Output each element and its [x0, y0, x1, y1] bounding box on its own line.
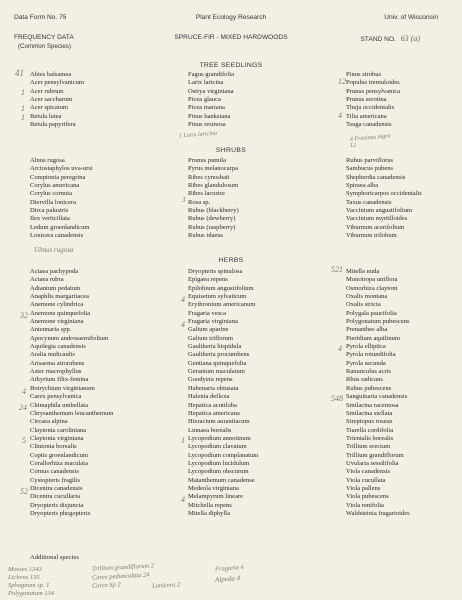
species-name: Polygala paucifolia — [346, 309, 397, 317]
species-name: Acer spicatum — [30, 104, 68, 112]
species-name: Sanguinaria canadensis — [346, 393, 408, 401]
species-name: Circaea alpina — [30, 418, 68, 426]
species-name: Spiraea alba — [346, 182, 379, 190]
species-name: Taxus canadensis — [346, 198, 392, 206]
shrubs-col-1 — [30, 157, 93, 240]
species-name: Adiantum pedatum — [30, 284, 81, 292]
species-name: Rubus (dewberry) — [188, 215, 236, 223]
species-name: Lonicera canadensis — [30, 232, 84, 240]
handwritten-count: 1 — [21, 104, 25, 113]
section-herbs: HERBS — [218, 257, 244, 264]
species-name: Carex pensylvanica — [30, 393, 82, 401]
handwritten-additional: Alpeda 4 — [214, 574, 241, 584]
handwritten-additional: Carex pedunculata 24 — [91, 571, 150, 582]
species-name: Gaultheria hispidula — [188, 343, 242, 351]
species-name: Chimaphila umbellata — [30, 401, 88, 409]
shrubs-col-3 — [346, 157, 422, 240]
species-name: Anemone cylindrica — [30, 301, 84, 309]
species-name: Dicentra canadensis — [30, 484, 83, 492]
species-name: Dryopteris spinulosa — [188, 268, 243, 275]
species-name: Ribes cynosbati — [188, 173, 230, 181]
species-name: Acer pensylvanicum — [30, 79, 84, 87]
species-name: Pyrus melanocarpa — [188, 165, 238, 173]
species-name: Shepherdia canadensis — [346, 173, 406, 181]
species-name: Oxalis stricta — [346, 301, 381, 309]
handwritten-count: 4 — [181, 295, 185, 304]
species-name: Dryopteris phegopteris — [30, 509, 91, 517]
species-name: Erythronium americanum — [188, 301, 256, 309]
species-name: Trillium grandiflorum — [346, 451, 404, 459]
handwritten-additional: Polygonatum 134 — [8, 590, 55, 597]
handwritten-count: 521 — [331, 265, 343, 274]
species-name: Prunus pensylvanica — [346, 87, 401, 95]
handwritten-count: 4 — [181, 320, 185, 329]
species-name: Smilacina racemosa — [346, 401, 399, 409]
species-name: Osmorhiza claytoni — [346, 284, 398, 292]
handwritten-additional: Trillium grandiflorum 2 — [91, 562, 155, 573]
species-name: Clintonia borealis — [30, 443, 77, 451]
species-name: Populus tremuloides — [346, 79, 400, 87]
handwritten-count: 41 — [15, 68, 24, 78]
species-name: Hieracium aurantiacum — [188, 418, 250, 426]
herbs-col-3 — [346, 268, 410, 518]
species-name: Antennaria spp. — [30, 326, 72, 334]
species-name: Epigaea repens — [188, 276, 228, 284]
species-name: Cornus canadensis — [30, 468, 79, 476]
species-name: Dicentra cucullaria — [30, 493, 80, 501]
species-name: Betula lutea — [30, 112, 62, 120]
species-name: Trientalis borealis — [346, 434, 394, 442]
species-name: Picea glauca — [188, 96, 221, 104]
species-name: Dryopteris disjuncta — [30, 501, 84, 509]
species-name: Goodyera repens — [188, 376, 233, 384]
handwritten-additional: Sphagnum sp. 1 — [8, 582, 50, 589]
species-name: Corylus cornuta — [30, 190, 73, 198]
handwritten-count: 12 — [338, 77, 346, 86]
additional-species-label: Additional species — [30, 554, 79, 561]
handwritten-count: 548 — [331, 394, 343, 403]
species-name: Actaea pachypoda — [30, 268, 79, 275]
stand-label: STAND NO. — [360, 36, 396, 43]
species-name: Sambucus pubens — [346, 165, 394, 173]
species-name: Anemone virginiana — [30, 318, 84, 326]
handwritten-count: 1 — [21, 88, 25, 97]
species-name: Galium aparine — [188, 326, 229, 334]
species-name: Claytonia caroliniana — [30, 426, 87, 434]
species-name: Picea mariana — [188, 104, 225, 112]
species-name: Pinus strobus — [346, 71, 382, 78]
species-name: Pinus banksiana — [188, 112, 231, 120]
species-name: Pyrola secunda — [346, 359, 386, 367]
species-name: Coptis groenlandicum — [30, 451, 89, 459]
species-name: Ranunculus acris — [346, 368, 391, 376]
species-name: Rosa sp. — [188, 198, 211, 206]
species-name: Oxalis montana — [346, 293, 388, 301]
handwritten-count: 32 — [20, 311, 28, 320]
species-name: Ostrya virginiana — [188, 87, 234, 95]
species-name: Trillium erectum — [346, 443, 391, 451]
species-name: Cystopteris fragilis — [30, 476, 81, 484]
species-name: Arisaema atrorubens — [30, 359, 85, 367]
species-name: Hepatica americana — [188, 409, 240, 417]
species-name: Mitella nuda — [346, 268, 380, 275]
species-name: Maianthemum canadense — [188, 476, 255, 484]
species-name: Comptonia peregrina — [30, 173, 86, 181]
species-name: Rubus pubescens — [346, 384, 392, 392]
species-name: Claytonia virginiana — [30, 434, 84, 442]
species-name: Rubus (raspberry) — [188, 223, 236, 231]
species-name: Tilia americana — [346, 112, 387, 120]
handwritten-additional: Lichens 135 — [8, 574, 40, 581]
handwritten-count: 12 — [350, 143, 356, 149]
species-name: Abies balsamea — [30, 71, 72, 78]
species-name: Prunus pumila — [188, 157, 227, 164]
handwritten-count: 4 — [338, 111, 342, 120]
species-name: Pinus resinosa — [188, 121, 226, 129]
species-name: Viola cucullata — [346, 476, 386, 484]
species-name: Mitchella repens — [188, 501, 232, 509]
species-name: Diervilla lonicera — [30, 198, 76, 206]
species-name: Lycopodium obscurum — [188, 468, 249, 476]
species-name: Alnus rugosa — [30, 157, 65, 164]
herbs-col-1 — [30, 268, 113, 518]
species-name: Tiarella cordifolia — [346, 426, 394, 434]
species-name: Thuja occidentalis — [346, 104, 395, 112]
species-name: Rubus idaeus — [188, 232, 224, 240]
trees-col-2 — [188, 71, 234, 129]
stand-number — [360, 34, 420, 43]
handwritten-note: 4 Fraxinus nigra — [349, 133, 391, 143]
handwritten-count: 1 — [21, 113, 25, 122]
species-name: Smilacina stellata — [346, 409, 393, 417]
species-name: Lycopodium annotinum — [188, 434, 251, 442]
university-name: Univ. of Wisconsin — [384, 14, 438, 21]
species-name: Anaphlis margaritacea — [30, 293, 89, 301]
handwritten-count: 1 — [181, 436, 185, 445]
species-name: Viola pubescens — [346, 493, 389, 501]
species-name: Tsuga canadensis — [346, 121, 392, 129]
species-name: Fagus grandifolia — [188, 71, 235, 78]
species-name: Acer saccharum — [30, 96, 73, 104]
species-name: Prenanthes alba — [346, 326, 388, 334]
handwritten-additional: Fragaria 4 — [214, 564, 244, 573]
stand-value: 63 (a) — [400, 34, 420, 43]
species-name: Ilex verticillata — [30, 215, 70, 223]
handwritten-count: 24 — [19, 403, 27, 412]
species-name: Streptopus roseus — [346, 418, 393, 426]
species-name: Medeola virginiana — [188, 484, 239, 492]
species-name: Aster macrophyllus — [30, 368, 82, 376]
handwritten-count: 5 — [22, 436, 26, 445]
species-name: Ledum groenlandicum — [30, 223, 90, 231]
species-name: Viola canadensis — [346, 468, 391, 476]
species-name: Chrysanthemum leucanthemum — [30, 409, 114, 417]
section-shrubs: SHRUBS — [215, 147, 247, 154]
species-name: Geranium maculatum — [188, 368, 245, 376]
handwritten-count: 4 — [22, 387, 26, 396]
species-name: Pyrola elliptica — [346, 343, 386, 351]
species-name: Viburnum acerifolium — [346, 223, 405, 231]
species-name: Vaccinium myrtilloides — [346, 215, 408, 223]
species-name: Pyrola rotundifolia — [346, 351, 396, 359]
handwritten-count: 4 — [338, 344, 342, 353]
species-name: Monotropa uniflora — [346, 276, 398, 284]
species-name: Equisetum sylvaticum — [188, 293, 247, 301]
species-name: Viola renifolia — [346, 501, 384, 509]
species-name: Lycopodium lucidulum — [188, 459, 250, 467]
herbs-col-2 — [188, 268, 258, 518]
species-name: Habenaria obtusata — [188, 384, 239, 392]
species-name: Gentiana quinquefolia — [188, 359, 247, 367]
species-name: Actaea rubra — [30, 276, 64, 284]
species-name: Arctostaphylos uva-ursi — [30, 165, 93, 173]
species-name: Lycopodium complanatum — [188, 451, 259, 459]
species-name: Mitella diphylla — [188, 509, 231, 517]
species-name: Anemone quinquefolia — [30, 309, 91, 317]
handwritten-note: Ulmus rugosa — [34, 246, 74, 254]
handwritten-additional: Mosses 1343 — [8, 566, 42, 573]
form-subtitle: (Common Species) — [18, 43, 71, 50]
species-name: Polygonatum pubescens — [346, 318, 410, 326]
species-name: Viola pallens — [346, 484, 381, 492]
species-name: Dirca palustris — [30, 207, 69, 215]
handwritten-note: 1 Larix laricina — [178, 130, 218, 140]
species-name: Botrychium virginianum — [30, 384, 95, 392]
section-tree-seedlings: TREE SEEDLINGS — [199, 62, 263, 69]
handwritten-count: 3 — [182, 196, 186, 204]
species-name: Ribes lacustre — [188, 190, 225, 198]
species-name: Lycopodium clavatum — [188, 443, 247, 451]
trees-col-3 — [346, 71, 400, 129]
species-name: Fragaria virginiana — [188, 318, 238, 326]
trees-col-1 — [30, 71, 84, 129]
species-name: Gaultheria procumbens — [188, 351, 250, 359]
species-name: Rubus parviflorus — [346, 157, 394, 164]
handwritten-count: 52 — [20, 487, 28, 496]
species-name: Rhus radicans — [346, 376, 383, 384]
species-name: Fragaria vesca — [188, 309, 226, 317]
species-name: Viburnum trilobum — [346, 232, 397, 240]
handwritten-count: 4 — [181, 495, 185, 504]
form-title: FREQUENCY DATA — [14, 34, 74, 41]
species-name: Uvularia sessilifolia — [346, 459, 399, 467]
handwritten-additional: Carex Sp 2 — [91, 581, 121, 590]
species-name: Melampyrum lineare — [188, 493, 244, 501]
species-name: Halenia deflexa — [188, 393, 230, 401]
species-name: Corylus americana — [30, 182, 80, 190]
species-name: Betula papyrifera — [30, 121, 76, 129]
species-name: Vaccinium angustifolium — [346, 207, 413, 215]
form-number: Data Form No. 75 — [14, 14, 67, 21]
species-name: Larix laricina — [188, 79, 224, 87]
species-name: Galium triflorum — [188, 334, 233, 342]
species-name: Epilobium angustifolium — [188, 284, 254, 292]
species-name: Athyrium filix-femina — [30, 376, 89, 384]
species-name: Aquilegia canadensis — [30, 343, 86, 351]
species-name: Prunus serotina — [346, 96, 387, 104]
species-name: Corallorhiza maculata — [30, 459, 88, 467]
org-name: Plant Ecology Research — [195, 14, 267, 21]
species-name: Ribes glandulosum — [188, 182, 239, 190]
species-name: Apocynum androsaemifolium — [30, 334, 109, 342]
species-name: Hepatica acutiloba — [188, 401, 237, 409]
shrubs-col-2 — [188, 157, 239, 240]
species-name: Acer rubrum — [30, 87, 64, 95]
species-name: Rubus (blackberry) — [188, 207, 239, 215]
species-name: Aralia nudicaulis — [30, 351, 75, 359]
forest-type: SPRUCE-FIR - MIXED HARDWOODS — [174, 34, 288, 41]
species-name: Linnaea borealis — [188, 426, 232, 434]
species-name: Pteridium aquilinum — [346, 334, 401, 342]
handwritten-additional: Lonicera 2 — [151, 581, 181, 590]
species-name: Symphoricarpos occidentalis — [346, 190, 422, 198]
species-name: Waldsteinia fragarioides — [346, 509, 410, 517]
